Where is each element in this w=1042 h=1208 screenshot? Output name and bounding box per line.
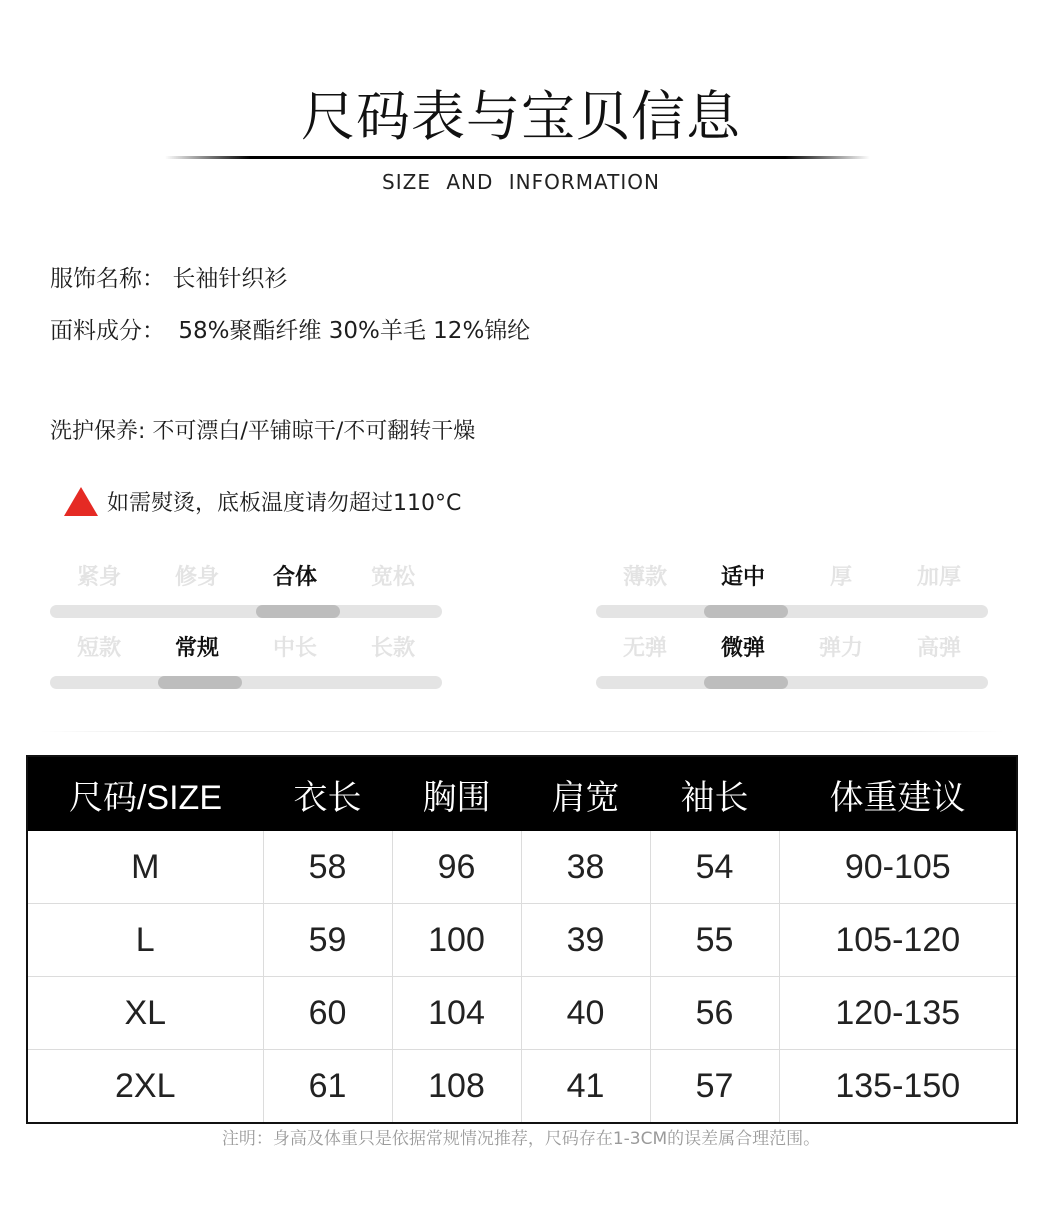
table-cell: 60 <box>263 977 392 1050</box>
table-cell: 104 <box>392 977 521 1050</box>
garment-name-label: 服饰名称： <box>50 266 165 292</box>
fit-scale-option: 宽松 <box>370 565 415 590</box>
table-cell: 57 <box>650 1050 779 1124</box>
fabric-row <box>50 315 530 347</box>
length-scale <box>50 632 442 702</box>
thickness-scale-labels <box>596 561 988 595</box>
table-cell: 54 <box>650 831 779 904</box>
table-cell: 105-120 <box>779 904 1017 977</box>
fit-scale-option: 合体 <box>272 565 317 590</box>
thickness-scale-track <box>596 605 988 618</box>
length-scale-track <box>50 676 442 689</box>
table-row <box>27 977 1017 1050</box>
table-cell: 41 <box>521 1050 650 1124</box>
thickness-scale-option: 薄款 <box>622 565 667 590</box>
section-divider <box>40 731 1005 732</box>
table-cell: L <box>27 904 263 977</box>
table-cell: 135-150 <box>835 1066 961 1105</box>
header-length: 衣长 <box>263 756 392 831</box>
thickness-scale <box>596 561 988 631</box>
table-cell: 61 <box>263 1050 392 1124</box>
size-note: 注明：身高及体重只是依据常规情况推荐，尺码存在1-3CM的误差属合理范围。 <box>221 1129 821 1149</box>
length-scale-option: 短款 <box>76 636 121 661</box>
table-cell: 38 <box>521 831 650 904</box>
header-chest: 胸围 <box>392 756 521 831</box>
length-scale-labels <box>50 632 442 666</box>
table-cell: M <box>27 831 263 904</box>
length-scale-option: 长款 <box>370 636 415 661</box>
thickness-scale-option: 厚 <box>829 565 852 590</box>
fit-scale-option: 修身 <box>174 565 219 590</box>
fit-scale-option: 紧身 <box>76 565 121 590</box>
table-cell: 56 <box>650 977 779 1050</box>
table-cell: 59 <box>263 904 392 977</box>
table-cell: 2XL <box>27 1050 263 1124</box>
table-cell: 96 <box>392 831 521 904</box>
length-scale-option: 常规 <box>174 636 219 661</box>
size-table <box>26 755 1018 1124</box>
elasticity-scale-track <box>596 676 988 689</box>
length-scale-option: 中长 <box>272 636 317 661</box>
table-row <box>27 904 1017 977</box>
elasticity-scale <box>596 632 988 702</box>
care-row <box>50 416 475 448</box>
fit-scale <box>50 561 442 631</box>
thickness-scale-option: 加厚 <box>916 565 961 590</box>
table-cell: 58 <box>263 831 392 904</box>
table-cell: 108 <box>392 1050 521 1124</box>
elasticity-scale-labels <box>596 632 988 666</box>
table-cell: 39 <box>521 904 650 977</box>
elasticity-scale-indicator <box>704 676 788 689</box>
elasticity-scale-option: 微弹 <box>720 636 765 661</box>
care-value: 不可漂白/平铺晾干/不可翻转干燥 <box>152 419 476 444</box>
length-scale-indicator <box>158 676 242 689</box>
table-cell: 55 <box>650 904 779 977</box>
page-title: 尺码表与宝贝信息 <box>301 85 741 148</box>
table-cell: XL <box>27 977 263 1050</box>
garment-name-value: 长袖针织衫 <box>172 266 288 292</box>
elasticity-scale-option: 高弹 <box>916 636 961 661</box>
garment-name-row <box>50 263 287 295</box>
table-row <box>27 831 1017 904</box>
thickness-scale-option: 适中 <box>720 565 765 590</box>
fabric-label: 面料成分： <box>50 318 165 344</box>
table-cell: 100 <box>392 904 521 977</box>
thickness-scale-indicator <box>704 605 788 618</box>
header-sleeve: 袖长 <box>650 756 779 831</box>
title-divider <box>165 156 870 159</box>
care-label: 洗护保养: <box>50 419 146 444</box>
table-cell: 40 <box>521 977 650 1050</box>
header-weight: 体重建议 <box>779 756 1017 831</box>
page-subtitle: SIZE AND INFORMATION <box>382 170 660 194</box>
fabric-value: 58%聚酯纤维 30%羊毛 12%锦纶 <box>178 318 531 344</box>
header-size: 尺码/SIZE <box>27 756 263 831</box>
size-table-header <box>27 756 1017 831</box>
warning-text: 如需熨烫，底板温度请勿超过110°C <box>107 491 462 516</box>
fit-scale-track <box>50 605 442 618</box>
ironing-warning <box>64 486 461 517</box>
fit-scale-indicator <box>256 605 340 618</box>
table-row <box>27 1050 1017 1124</box>
table-cell: 120-135 <box>779 977 1017 1050</box>
table-cell: 90-105 <box>779 831 1017 904</box>
fit-scale-labels <box>50 561 442 595</box>
elasticity-scale-option: 无弹 <box>622 636 667 661</box>
elasticity-scale-option: 弹力 <box>818 636 863 661</box>
header-shoulder: 肩宽 <box>521 756 650 831</box>
warning-triangle-icon <box>64 487 98 516</box>
